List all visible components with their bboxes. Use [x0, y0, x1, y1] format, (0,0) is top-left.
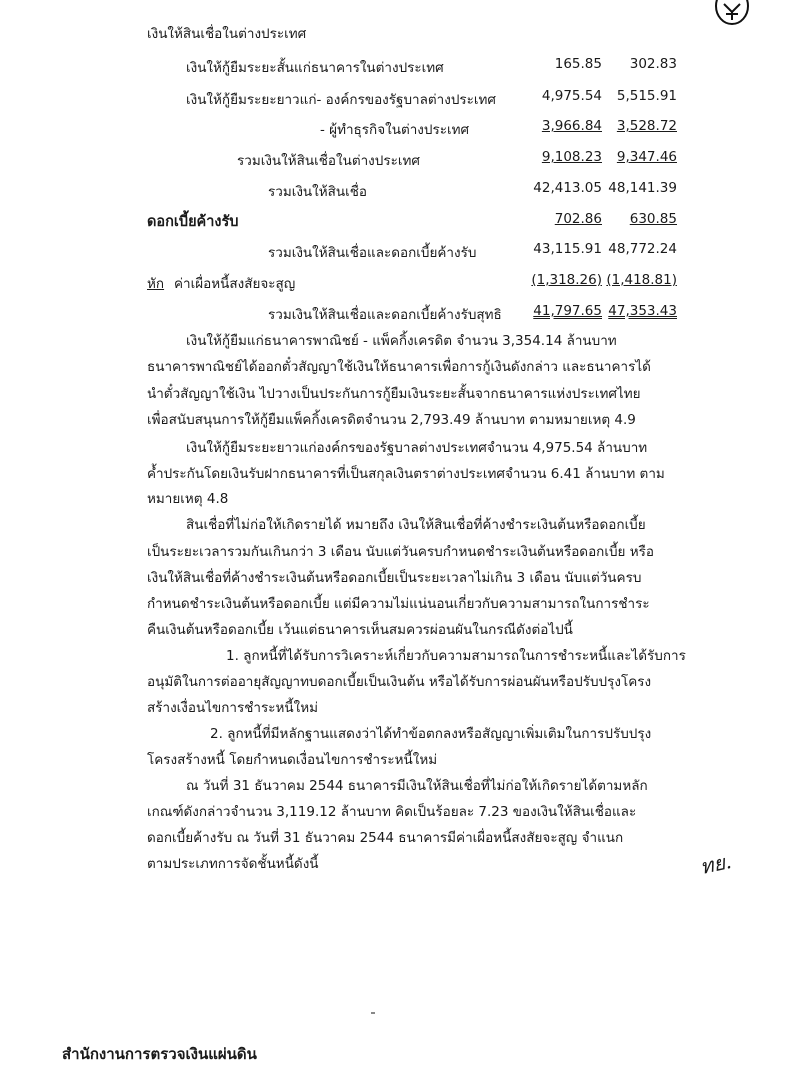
row-label: เงินให้กู้ยืมระยะสั้นแก่ธนาคารในต่างประเทศ: [186, 60, 444, 76]
row-label: รวมเงินให้สินเชื่อ: [268, 184, 368, 200]
accrued-interest-heading: ดอกเบี้ยค้างรับ: [147, 214, 239, 230]
row-label: รวมเงินให้สินเชื่อในต่างประเทศ: [237, 153, 420, 169]
paragraph-line: สร้างเงื่อนไขการชำระหนี้ใหม่: [147, 700, 318, 716]
paragraph-line: คืนเงินต้นหรือดอกเบี้ย เว้นแต่ธนาคารเห็นสมควรผ่อนผันในกรณีดังต่อไปนี้: [147, 622, 573, 638]
section-heading: เงินให้สินเชื่อในต่างประเทศ: [147, 26, 307, 42]
row-value-2544: 43,115.91: [533, 241, 602, 257]
row-value-2544: 4,975.54: [541, 88, 602, 104]
row-value-2543: 48,772.24: [608, 241, 677, 257]
row-value-2543: 302.83: [629, 56, 677, 72]
paragraph-line: หมายเหตุ 4.8: [147, 491, 229, 507]
row-value-2544: (1,318.26): [531, 272, 602, 288]
paragraph-line: เงินให้สินเชื่อที่ค้างชำระเงินต้นหรือดอกเบี้ยเป็นระยะเวลาไม่เกิน 3 เดือน นับแต่วันครบ: [147, 570, 642, 586]
row-label: เงินให้กู้ยืมระยะยาวแก่- องค์กรของรัฐบาลต่างประเทศ: [186, 92, 496, 108]
row-value-2543: 5,515.91: [616, 88, 677, 104]
row-label: ค่าเผื่อหนี้สงสัยจะสูญ: [174, 276, 296, 292]
footer-office-name: สำนักงานการตรวจเงินแผ่นดิน: [62, 1045, 257, 1063]
row-value-2544: 165.85: [554, 56, 602, 72]
row-label: รวมเงินให้สินเชื่อและดอกเบี้ยค้างรับ: [268, 245, 477, 261]
paragraph-line: เกณฑ์ดังกล่าวจำนวน 3,119.12 ล้านบาท คิดเป็นร้อยละ 7.23 ของเงินให้สินเชื่อและ: [147, 804, 637, 820]
paragraph-line: นำตั๋วสัญญาใช้เงิน ไปวางเป็นประกันการกู้ยืมเงินระยะสั้นจากธนาคารแห่งประเทศไทย: [147, 386, 641, 402]
paragraph-line: กำหนดชำระเงินต้นหรือดอกเบี้ย แต่มีความไม่แน่นอนเกี่ยวกับความสามารถในการชำระ: [147, 596, 650, 612]
row-value-2544: 702.86: [554, 211, 602, 227]
row-value-2543: 47,353.43: [608, 303, 677, 319]
row-value-2544: 9,108.23: [541, 149, 602, 165]
row-label: - ผู้ทำธุรกิจในต่างประเทศ: [320, 122, 470, 138]
paragraph-line: 1. ลูกหนี้ที่ได้รับการวิเคราะห์เกี่ยวกับความสามารถในการชำระหนี้และได้รับการ: [226, 648, 686, 664]
row-value-2543: (1,418.81): [606, 272, 677, 288]
paragraph-line: เป็นระยะเวลารวมกันเกินกว่า 3 เดือน นับแต่วันครบกำหนดชำระเงินต้นหรือดอกเบี้ย หรือ: [147, 544, 654, 560]
paragraph-line: ตามประเภทการจัดชั้นหนี้ดังนี้: [147, 856, 319, 872]
garuda-seal-icon: [712, 0, 752, 28]
scan-speck: [371, 1012, 375, 1014]
row-value-2543: 630.85: [629, 211, 677, 227]
paragraph-line: ดอกเบี้ยค้างรับ ณ วันที่ 31 ธันวาคม 2544 ธนาคารมีค่าเผื่อหนี้สงสัยจะสูญ จำแนก: [147, 830, 624, 846]
row-value-2544: 3,966.84: [541, 118, 602, 134]
deduct-prefix: หัก: [147, 276, 165, 292]
paragraph-line: สินเชื่อที่ไม่ก่อให้เกิดรายได้ หมายถึง เงินให้สินเชื่อที่ค้างชำระเงินต้นหรือดอกเบี้ย: [186, 517, 646, 533]
handwritten-initials: ทย.: [697, 849, 734, 879]
row-value-2543: 9,347.46: [616, 149, 677, 165]
paragraph-line: เพื่อสนับสนุนการให้กู้ยืมแพ็คกิ้งเครดิตจำนวน 2,793.49 ล้านบาท ตามหมายเหตุ 4.9: [147, 412, 636, 428]
paragraph-line: ค้ำประกันโดยเงินรับฝากธนาคารที่เป็นสกุลเงินตราต่างประเทศจำนวน 6.41 ล้านบาท ตาม: [147, 466, 665, 482]
paragraph-line: โครงสร้างหนี้ โดยกำหนดเงื่อนไขการชำระหนี้ใหม่: [147, 752, 438, 768]
row-value-2543: 48,141.39: [608, 180, 677, 196]
paragraph-line: 2. ลูกหนี้ที่มีหลักฐานแสดงว่าได้ทำข้อตกลงหรือสัญญาเพิ่มเติมในการปรับปรุง: [210, 726, 652, 742]
row-label: รวมเงินให้สินเชื่อและดอกเบี้ยค้างรับสุทธิ: [268, 307, 502, 323]
row-value-2543: 3,528.72: [616, 118, 677, 134]
paragraph-line: เงินให้กู้ยืมแก่ธนาคารพาณิชย์ - แพ็คกิ้งเครดิต จำนวน 3,354.14 ล้านบาท: [186, 333, 617, 349]
paragraph-line: อนุมัติในการต่ออายุสัญญาทบดอกเบี้ยเป็นเงินต้น หรือได้รับการผ่อนผันหรือปรับปรุงโครง: [147, 674, 652, 690]
row-value-2544: 42,413.05: [533, 180, 602, 196]
row-value-2544: 41,797.65: [533, 303, 602, 319]
paragraph-line: เงินให้กู้ยืมระยะยาวแก่องค์กรของรัฐบาลต่างประเทศจำนวน 4,975.54 ล้านบาท: [186, 440, 648, 456]
paragraph-line: ณ วันที่ 31 ธันวาคม 2544 ธนาคารมีเงินให้สินเชื่อที่ไม่ก่อให้เกิดรายได้ตามหลัก: [186, 778, 648, 794]
paragraph-line: ธนาคารพาณิชย์ได้ออกตั๋วสัญญาใช้เงินให้ธนาคารเพื่อการกู้เงินดังกล่าว และธนาคารได้: [147, 359, 651, 375]
